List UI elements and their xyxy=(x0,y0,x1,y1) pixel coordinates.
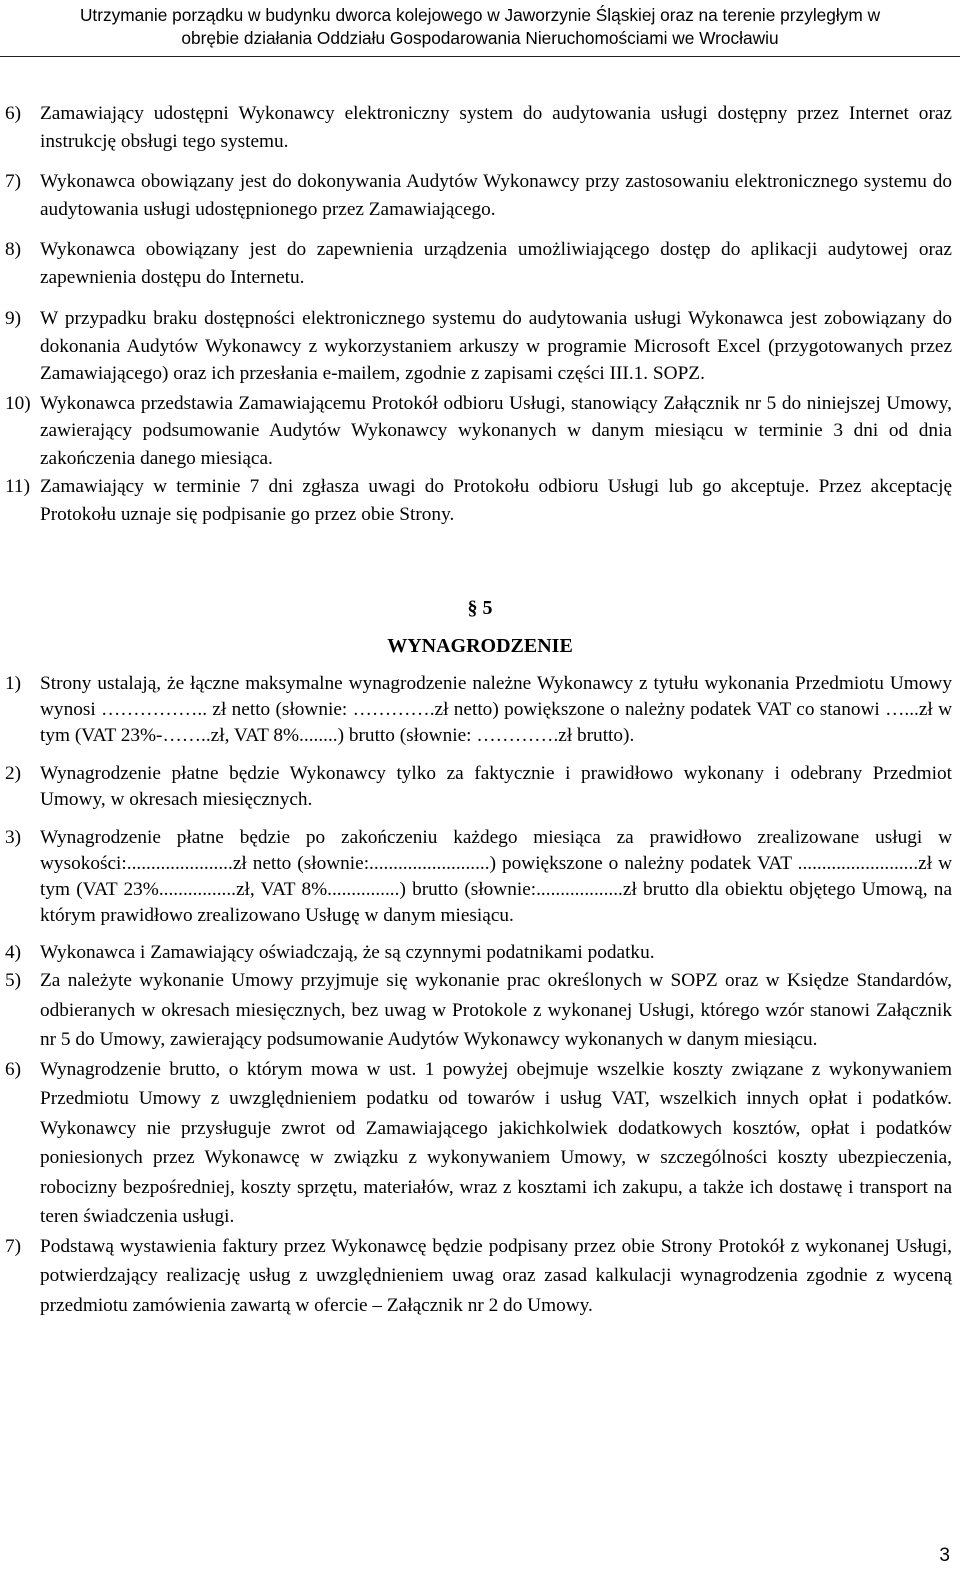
item-number: 8) xyxy=(5,239,22,260)
section-title: WYNAGRODZENIE xyxy=(387,635,573,657)
item-number: 7) xyxy=(5,171,22,192)
page-number: 3 xyxy=(939,1545,950,1566)
item-number: 3) xyxy=(5,827,22,848)
item-number: 9) xyxy=(5,308,22,329)
item-number: 6) xyxy=(5,103,22,124)
item-text: Strony ustalają, że łączne maksymalne wynagrodzenie należne Wykonawcy z tytułu wykonania Przedmiotu Umowy wynosi …………….. zł netto (słownie: ………….zł netto) powiększone o należny podatek VAT co stanowi …...zł w tym (VAT 23%-……..zł, VAT 8%........) brutto (słownie: ………….zł brutto). xyxy=(40,673,952,746)
item-number: 6) xyxy=(5,1058,22,1080)
list-item xyxy=(5,473,952,528)
item-number: 2) xyxy=(5,763,22,784)
header-line-1: Utrzymanie porządku w budynku dworca kolejowego w Jaworzynie Śląskiej oraz na terenie przyległym w xyxy=(79,5,881,25)
item-text: Zamawiający w terminie 7 dni zgłasza uwagi do Protokołu odbioru Usługi lub go akceptuje. Przez akceptację Protokołu uznaje się podpisanie go przez obie Strony. xyxy=(40,476,952,525)
header-line-2: obrębie działania Oddziału Gospodarowania Nieruchomościami we Wrocławiu xyxy=(181,28,779,48)
list-item xyxy=(5,1055,952,1232)
item-text: Wykonawca przedstawia Zamawiającemu Protokół odbioru Usługi, stanowiący Załącznik nr 5 do niniejszej Umowy, zawierający podsumowanie Audytów Wykonawcy wykonanych w danym miesiącu w terminie 3 dni od dnia zakończenia danego miesiąca. xyxy=(40,392,952,469)
list-item xyxy=(5,236,952,291)
list-item xyxy=(5,825,952,929)
item-number: 4) xyxy=(5,942,22,963)
item-number: 7) xyxy=(5,1235,22,1257)
item-text: Wynagrodzenie płatne będzie Wykonawcy tylko za faktycznie i prawidłowo wykonany i odebrany Przedmiot Umowy, w okresach miesięcznych. xyxy=(40,763,952,810)
list-item xyxy=(5,966,952,1055)
item-number: 11) xyxy=(5,476,30,497)
item-text: Wykonawca obowiązany jest do dokonywania Audytów Wykonawcy przy zastosowaniu elektronicznego systemu do audytowania usługi udostępnionego przez Zamawiającego. xyxy=(40,171,952,220)
item-text: Wynagrodzenie brutto, o którym mowa w ust. 1 powyżej obejmuje wszelkie koszty związane z wykonywaniem Przedmiotu Umowy z uwzględnieniem podatku od towarów i usług VAT, wszelkich innych opłat i podatków. Wykonawcy nie przysługuje zwrot od Zamawiającego jakichkolwiek dodatkowych kosztów, opłat i podatków poniesionych przez Wykonawcę w związku z wykonywaniem Umowy, w szczególności koszty ubezpieczenia, robocizny bezpośredniej, koszty sprzętu, materiałów, wraz z kosztami ich zakupu, a także ich dostawę i transport na teren świadczenia usługi. xyxy=(40,1058,952,1227)
list-item xyxy=(5,761,952,813)
item-text: Za należyte wykonanie Umowy przyjmuje się wykonanie prac określonych w SOPZ oraz w Księdze Standardów, odbieranych w okresach miesięcznych, bez uwag w Protokole z wykonanej Usługi, którego wzór stanowi Załącznik nr 5 do Umowy, zawierający podsumowanie Audytów Wykonawcy wykonanych w danym miesiącu. xyxy=(40,970,952,1050)
list-item xyxy=(5,1232,952,1321)
item-number: 1) xyxy=(5,673,22,694)
item-text: Wykonawca i Zamawiający oświadczają, że są czynnymi podatnikami podatku. xyxy=(40,942,655,963)
section-sign: § 5 xyxy=(467,597,493,619)
running-header xyxy=(0,0,960,57)
list-item xyxy=(5,168,952,223)
item-number: 10) xyxy=(5,392,31,414)
item-number: 5) xyxy=(5,970,22,991)
item-text: Wynagrodzenie płatne będzie po zakończeniu każdego miesiąca za prawidłowo zrealizowane usługi w wysokości:......................zł netto (słownie:.........................) powiększone o należny podatek VAT .........................zł w tym (VAT 23%................zł, VAT 8%...............) brutto (słownie:..................zł brutto dla obiektu objętego Umową, na którym prawidłowo zrealizowano Usługę w danym miesiącu. xyxy=(40,827,952,926)
item-text: W przypadku braku dostępności elektronicznego systemu do audytowania usługi Wykonawca jest zobowiązany do dokonania Audytów Wykonawcy z wykorzystaniem arkuszy w programie Microsoft Excel (przygotowanych przez Zamawiającego) oraz ich przesłania e-mailem, zgodnie z zapisami części III.1. SOPZ. xyxy=(40,308,952,384)
list-item xyxy=(5,390,952,473)
item-text: Zamawiający udostępni Wykonawcy elektroniczny system do audytowania usługi dostępny przez Internet oraz instrukcję obsługi tego systemu. xyxy=(40,103,952,152)
document-body xyxy=(0,100,960,1320)
upper-list xyxy=(0,100,960,528)
item-text: Podstawą wystawienia faktury przez Wykonawcę będzie podpisany przez obie Strony Protokół z wykonanej Usługi, potwierdzający realizację usług z uwzględnieniem uwag oraz zasad kalkulacji wynagrodzenia zgodnie z wyceną przedmiotu zamówienia zawartą w ofercie – Załącznik nr 2 do Umowy. xyxy=(40,1235,952,1316)
lower-list xyxy=(0,671,960,1320)
item-text: Wykonawca obowiązany jest do zapewnienia urządzenia umożliwiającego dostęp do aplikacji audytowej oraz zapewnienia dostępu do Internetu. xyxy=(40,239,952,288)
list-item xyxy=(5,100,952,155)
list-item xyxy=(5,671,952,749)
list-item xyxy=(5,940,952,966)
list-item xyxy=(5,305,952,388)
